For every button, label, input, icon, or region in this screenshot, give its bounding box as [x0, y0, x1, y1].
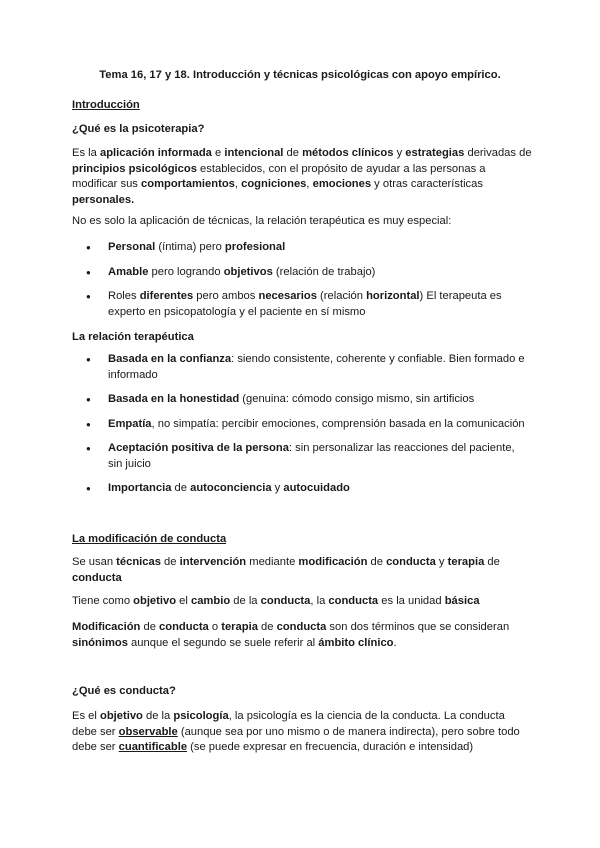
list-item: ● Amable pero logrando objetivos (relación de trabajo) [72, 265, 532, 281]
list-item: ● Basada en la honestidad (genuina: cómodo consigo mismo, sin artificios [72, 392, 532, 408]
modification-paragraph-2: Tiene como objetivo el cambio de la conducta, la conducta es la unidad básica [72, 595, 480, 607]
list-item: ● Aceptación positiva de la persona: sin personalizar las reacciones del paciente, sin juicio [72, 441, 532, 472]
list-item: ● Roles diferentes pero ambos necesarios (relación horizontal) El terapeuta es experto en psicopatología y el paciente en sí mismo [72, 289, 532, 320]
question-psicoterapia: ¿Qué es la psicoterapia? [72, 123, 205, 135]
modification-paragraph-1: Se usan técnicas de intervención mediante modificación de conducta y terapia de conducta [72, 556, 500, 584]
relation-heading: La relación terapéutica [72, 331, 194, 343]
document-title: Tema 16, 17 y 18. Introducción y técnicas psicológicas con apoyo empírico. [99, 69, 501, 81]
modification-heading: La modificación de conducta [72, 533, 227, 545]
question-conducta: ¿Qué es conducta? [72, 685, 176, 697]
intro-heading: Introducción [72, 99, 140, 111]
list-item: ● Empatía, no simpatía: percibir emociones, comprensión basada en la comunicación [72, 417, 532, 433]
list-item: ● Importancia de autoconciencia y autocuidado [72, 481, 532, 497]
list-item: ● Personal (íntima) pero profesional [72, 240, 532, 256]
therapeutic-relation-list [72, 352, 532, 497]
list-item: ● Basada en la confianza: siendo consistente, coherente y confiable. Bien formado e informado [72, 352, 532, 383]
relation-intro: No es solo la aplicación de técnicas, la relación terapéutica es muy especial: [72, 215, 452, 227]
definition-paragraph: Es la aplicación informada e intencional de métodos clínicos y estrategias derivadas de principios psicológicos establecidos, con el propósito de ayudar a las personas a modificar sus comportamientos, cogniciones, emociones y otras características personales. [72, 147, 532, 206]
relation-list [72, 240, 532, 320]
conducta-paragraph: Es el objetivo de la psicología, la psicología es la ciencia de la conducta. La conducta debe ser observable (aunque sea por uno mismo o de manera indirecta), pero sobre todo debe ser cuantificable (se puede expresar en frecuencia, duración e intensidad) [72, 710, 520, 753]
modification-paragraph-3: Modificación de conducta o terapia de conducta son dos términos que se consideran sinónimos aunque el segundo se suele referir al ámbito clínico. [72, 621, 510, 649]
